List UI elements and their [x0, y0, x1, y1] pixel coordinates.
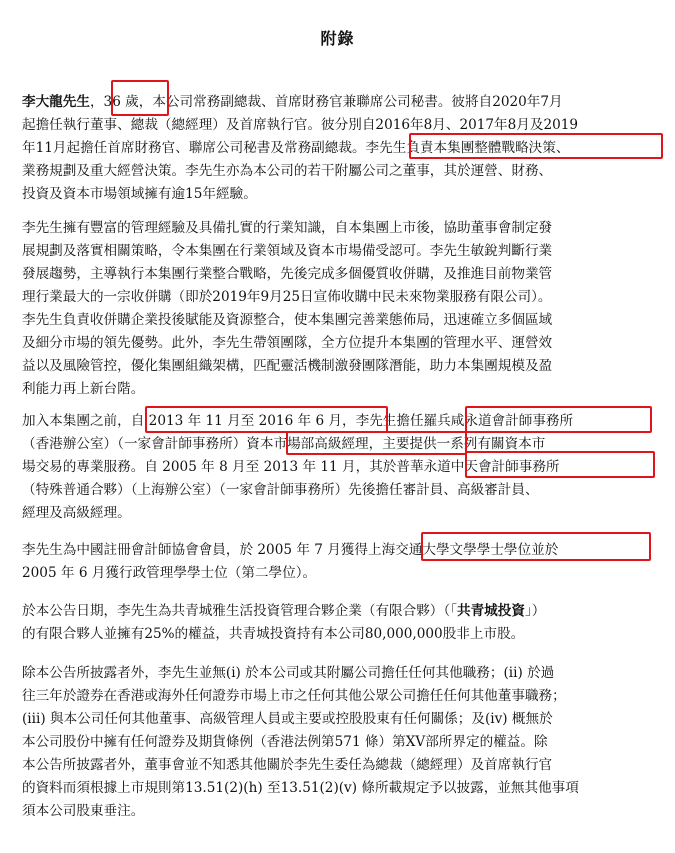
paragraph-prior-career: 加入本集團之前，自 2013 年 11 月至 2016 年 6 月，李先生擔任羅兵咸永道會計師事務所 （香港辦公室）（一家會計師事務所）資本市場部高級經理，主要提供一系列有關資本市 場交易的專業服務。自 2005 年 8 月至 2013 年 11 月，其於普華永道中天會計師事務所 （特殊普通合夥）（上海辦公室）（一家會計師事務所）先後擔任審計員、高級審計員、 經理及高級經理。 — [22, 413, 574, 521]
page-title: 附錄 — [320, 29, 355, 48]
paragraph-experience: 李先生擁有豐富的管理經驗及具備扎實的行業知識，自本集團上市後，協助董事會制定發 展規劃及落實相關策略，令本集團在行業領域及資本市場備受認可。李先生敏銳判斷行業 發展趨勢，主導執行本集團行業整合戰略，先後完成多個優質收併購，及推進目前物業管 理行業最大的一宗收併購（即於2019年9月25日宣佈收購中民未來物業服務有限公司）。 李先生負責收併購企業投後賦能及資源整合，使本集團完善業態佈局，迅速確立多個區域 及細分市場的領先優勢。此外，李先生帶領團隊，全方位提升本集團的管理水平、運營效 益以及風險管控，優化集團組織架構，匹配靈活機制激發團隊潛能，助力本集團規模及盈 利能力再上新台階。 — [22, 220, 553, 397]
defined-term: 共青城投資 — [457, 603, 525, 619]
paragraph-disclosure: 除本公告所披露者外，李先生並無(i) 於本公司或其附屬公司擔任任何其他職務；(ii) 於過 往三年於證券在香港或海外任何證券市場上市之任何其他公眾公司擔任任何其他董事職務； (iii) 與本公司任何其他董事、高級管理人員或主要或控股股東有任何關係；及(iv) 概無於 本公司股份中擁有任何證券及期貨條例（香港法例第571 條）第XV部所界定的權益。除 本公告所披露者外，董事會並不知悉其他關於李先生委任為總裁（總經理）及首席執行官 的資料而須根據上市規則第13.51(2)(h) 至13.51(2)(v) 條所載規定予以披露，並無其他事項 須本公司股東垂注。 — [22, 665, 579, 819]
person-name: 李大龍先生 — [22, 94, 90, 110]
paragraph-shareholding: 於本公告日期，李先生為共青城雅生活投資管理合夥企業（有限合夥）（「共青城投資」） 的有限合夥人並擁有25%的權益，共青城投資持有本公司80,000,000股非上市股。 — [22, 603, 546, 642]
paragraph-bio-intro: 李大龍先生，36 歲，本公司常務副總裁、首席財務官兼聯席公司秘書。彼將自2020年7月 起擔任執行董事、總裁（總經理）及首席執行官。彼分別自2016年8月、2017年8月及2019 年11月起擔任首席財務官、聯席公司秘書及常務副總裁。李先生負責本集團整體戰略決策、 業務規劃及重大經營決策。李先生亦為本公司的若干附屬公司之董事，其於運營、財務、 投資及資本市場領域擁有逾15年經驗。 — [22, 94, 579, 202]
paragraph-education: 李先生為中國註冊會計師協會會員，於 2005 年 7 月獲得上海交通大學文學學士學位並於 2005 年 6 月獲行政管理學學士位（第二學位）。 — [22, 542, 559, 581]
